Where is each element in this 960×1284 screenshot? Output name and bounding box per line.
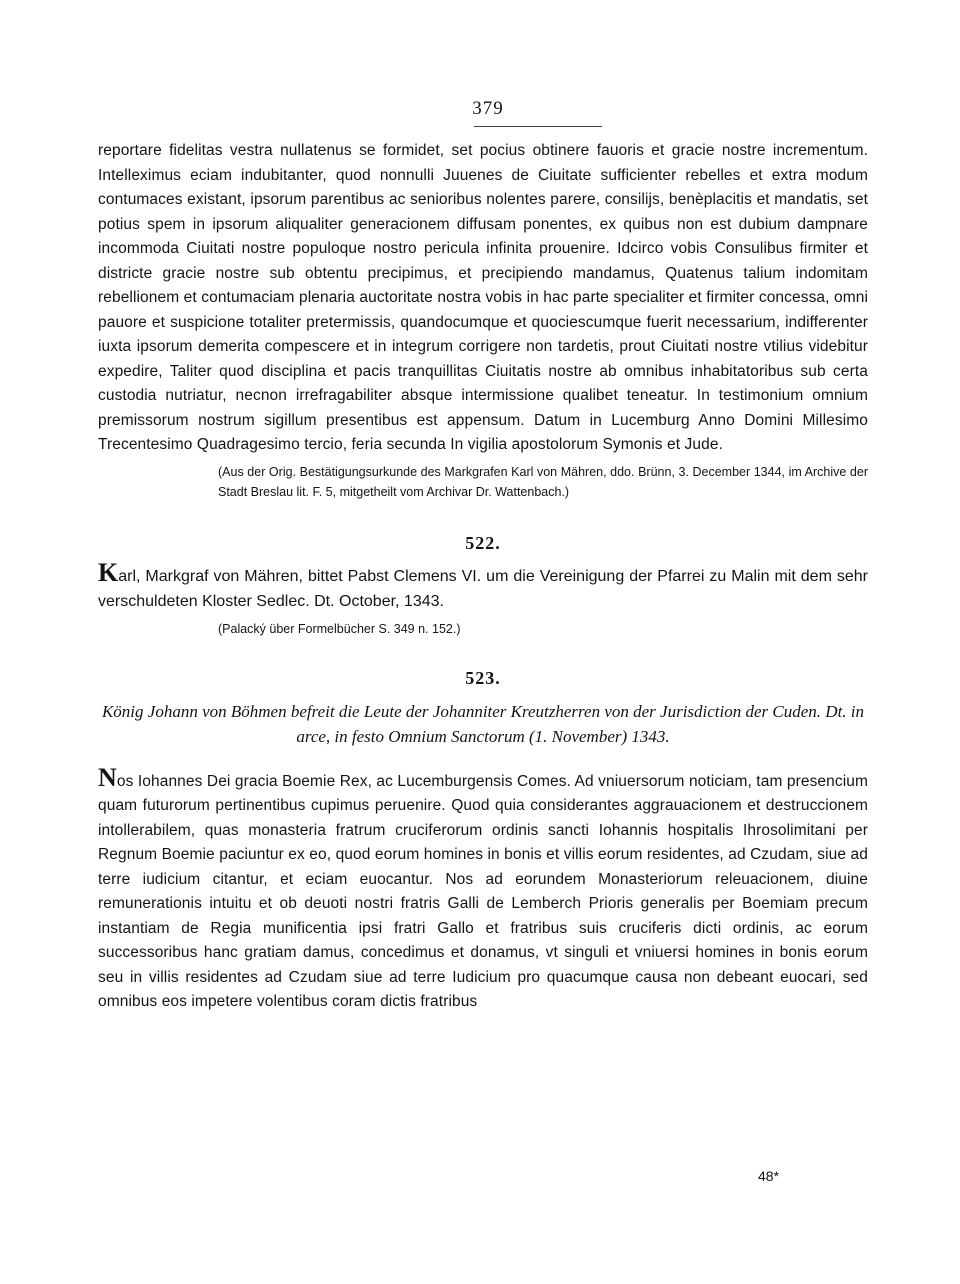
doc-523-number: 523. bbox=[465, 667, 501, 688]
doc-522-number: 522. bbox=[465, 532, 501, 553]
doc-522-summary-text: arl, Markgraf von Mähren, bittet Pabst Clemens VI. um die Vereinigung der Pfarrei zu Malin mit dem sehr verschuldeten Kloster Sedlec. Dt. October, 1343. bbox=[98, 567, 868, 610]
doc-523-initial: N bbox=[98, 762, 117, 792]
continuation-text: reportare fidelitas vestra nullatenus se formidet, set pocius obtinere fauoris et gracie nostre incrementum. Intelleximus eciam indubitanter, quod nonnulli Juuenes de Ciuitate sufficienter rebelles et extra modum contumaces existant, ipsorum parentibus ac senioribus nolentes parere, consilijs, benèplacitis et mandatis, set potius spem in ipsorum aliqualiter generacionem diffusam ponentes, ex quibus non est dubium dampnare incommoda Ciuitati nostre populoque nostro pericula infinita prouenire. Idcirco vobis Consulibus firmiter et districte gracie nostre sub obtentu precipimus, et precipiendo mandamus, Quatenus talium indomitam rebellionem et contumaciam plenaria auctoritate nostra vobis in hac parte specialiter et firmiter concessa, omni pauore et suspicione totaliter pretermissis, quandocumque et quociescumque fuerit necessarium, indifferenter iuxta ipsorum demerita compescere et in integrum corrigere non tardetis, prout Ciuitati nostre vtilius videbitur expedire, Taliter quod disciplina et pacis tranquillitas Ciuitatis nostre ab omnibus inhabitatoribus sub certa custodia nutriatur, necnon irrefragabiliter absque intermissione qualibet teneatur. In testimonium omnium premissorum nostrum sigillum presentibus est appensum. Datum in Lucemburg Anno Domini Millesimo Trecentesimo Quadragesimo tercio, feria secunda In vigilia apostolorum Symonis et Jude. bbox=[98, 142, 868, 453]
doc-523-summary: König Johann von Böhmen befreit die Leute der Johanniter Kreutzherren von der Jurisdiction der Cuden. Dt. in arce, in festo Omnium Sanctorum (1. November) 1343. bbox=[101, 701, 865, 746]
doc-523-text bbox=[98, 762, 868, 1015]
page-content bbox=[98, 98, 868, 1015]
continuation-source: (Aus der Orig. Bestätigungsurkunde des Markgrafen Karl von Mähren, ddo. Brünn, 3. December 1344, im Archive der Stadt Breslau lit. F. 5, mitgetheilt vom Archivar Dr. Wattenbach.) bbox=[218, 464, 868, 499]
page-number: 379 bbox=[472, 98, 504, 119]
doc-522-source: (Palacký über Formelbücher S. 349 n. 152.) bbox=[218, 621, 461, 636]
doc-522-summary bbox=[98, 557, 868, 614]
page-number-rule bbox=[474, 126, 602, 127]
doc-523-text-body: os Iohannes Dei gracia Boemie Rex, ac Lucemburgensis Comes. Ad vniuersorum noticiam, tam presencium quam futurorum pertinentibus cupimus peruenire. Quod quia considerantes aggrauacionem et destruccionem intollerabilem, quas monasteria fratrum cruciferorum ordinis sancti Iohannis hospitalis Ihrosolimitani per Regnum Boemie paciuntur ex eo, quod eorum homines in bonis et villis eorum residentes, ad Czudam, siue ad terre iudicium citantur, et eciam euocantur. Nos ad eorundem Monasteriorum releuacionem, diuine remunerationis intuitu et ob deuoti nostri fratris Galli de Lemberch Prioris generalis per Boemiam precum instantiam de Regia munificentia ipsi fratri Gallo et fratribus suis cruciferis dicti ordinis, ac eorum successoribus hanc gratiam damus, concedimus et donamus, vt singuli et vniuersi homines in bonis eorum seu in villis residentes ad Czudam siue ad terre Iudicium pro quacumque causa non debeant euocari, sed omnibus eos impetere volentibus coram dictis fratribus bbox=[98, 772, 868, 1010]
signature-mark: 48* bbox=[758, 1168, 780, 1184]
doc-522-initial: K bbox=[98, 557, 119, 587]
